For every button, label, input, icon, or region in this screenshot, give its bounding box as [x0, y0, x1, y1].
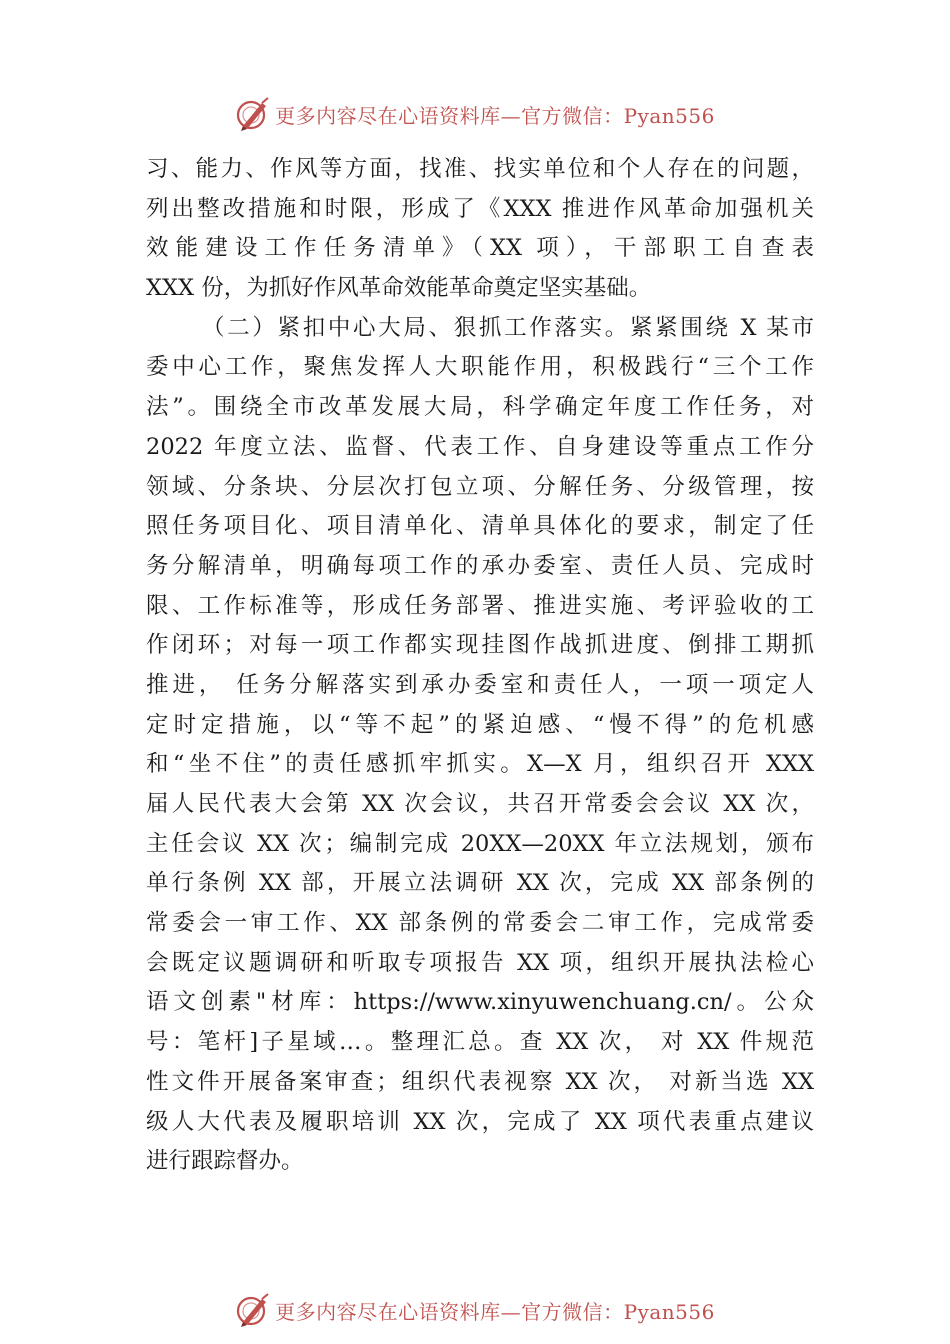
paragraph-line: 届人民代表大会第 XX 次会议，共召开常委会会议 XX 次，	[146, 791, 814, 817]
paragraph-line: 主任会议 XX 次；编制完成 20XX—20XX 年立法规划，颁布	[146, 830, 814, 857]
paragraph-line: 语文创素"材库：https://www.xinyuwenchuang.cn/。公众	[146, 989, 814, 1016]
paragraph-line: 法”。围绕全市改革发展大局，科学确定年度工作任务，对	[146, 394, 814, 421]
paragraph-line: 进行跟踪督办。	[146, 1148, 304, 1175]
paragraph-line: 会既定议题调研和听取专项报告 XX 项，组织开展执法检心	[146, 949, 814, 976]
paragraph-line: 习、能力、作风等方面，找准、找实单位和个人存在的问题，	[146, 156, 814, 182]
paragraph-line: 单行条例 XX 部，开展立法调研 XX 次，完成 XX 部条例的	[146, 870, 814, 897]
paragraph-line: 性文件开展备案审查；组织代表视察 XX 次， 对新当选 XX	[146, 1068, 814, 1095]
pen-logo-icon	[235, 1292, 271, 1328]
footer-banner-text: 更多内容尽在心语资料库—官方微信：Pyan556	[275, 1299, 715, 1324]
pen-logo-icon	[235, 96, 271, 132]
footer-banner	[0, 1290, 950, 1330]
paragraph-line: 照任务项目化、项目清单化、清单具体化的要求，制定了任	[146, 513, 814, 540]
paragraph-line: 列出整改措施和时限，形成了《XXX 推进作风革命加强机关	[146, 195, 814, 222]
paragraph-line: XXX 份，为抓好作风革命效能革命奠定坚实基础。	[146, 275, 652, 302]
paragraph-line: 限、工作标准等，形成任务部署、推进实施、考评验收的工	[146, 592, 814, 619]
header-banner-text: 更多内容尽在心语资料库—官方微信：Pyan556	[275, 103, 715, 128]
paragraph-line: 委中心工作，聚焦发挥人大职能作用，积极践行“三个工作	[146, 354, 814, 381]
paragraph-line: 常委会一审工作、XX 部条例的常委会二审工作，完成常委	[146, 910, 814, 937]
paragraph-line: 推进， 任务分解落实到承办委室和责任人，一项一项定人	[146, 671, 814, 698]
paragraph-line: 级人大代表及履职培训 XX 次，完成了 XX 项代表重点建议	[146, 1108, 814, 1135]
paragraph-line: （二）紧扣中心大局、狠抓工作落实。紧紧围绕 X 某市	[202, 314, 814, 341]
paragraph-line: 务分解清单，明确每项工作的承办委室、责任人员、完成时	[146, 552, 814, 579]
document-body	[146, 150, 814, 1182]
paragraph-line: 效能建设工作任务清单》（XX 项），干部职工自查表	[146, 235, 814, 262]
paragraph-line: 和“坐不住”的责任感抓牢抓实。X—X 月，组织召开 XXX	[146, 751, 814, 778]
paragraph-line: 2022 年度立法、监督、代表工作、自身建设等重点工作分	[146, 433, 814, 460]
paragraph-line: 作闭环；对每一项工作都实现挂图作战抓进度、倒排工期抓	[146, 632, 814, 659]
paragraph-line: 定时定措施，以“等不起”的紧迫感、“慢不得”的危机感	[146, 711, 814, 738]
paragraph-line: 领域、分条块、分层次打包立项、分解任务、分级管理，按	[146, 473, 814, 500]
paragraph-line: 号：笔杆]子星域…。整理汇总。查 XX 次， 对 XX 件规范	[146, 1029, 814, 1056]
header-banner	[0, 94, 950, 134]
